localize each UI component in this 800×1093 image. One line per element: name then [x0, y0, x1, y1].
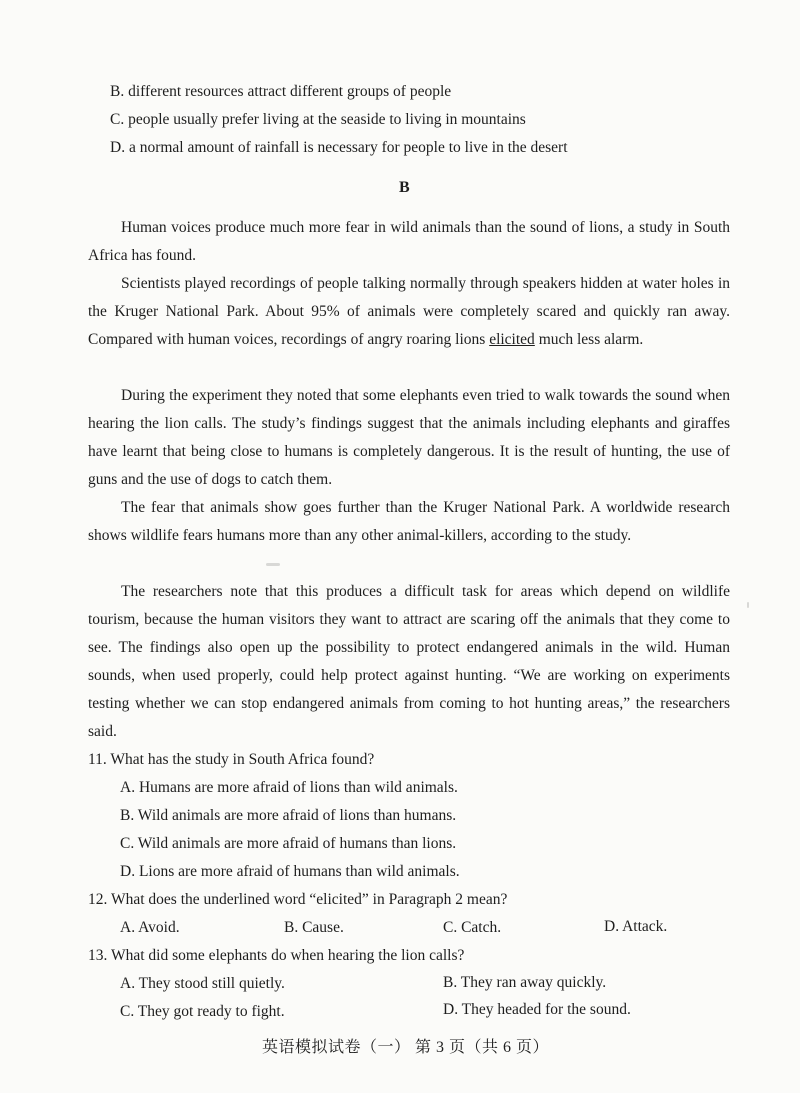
prev-option-d: D. a normal amount of rainfall is necessary for people to live in the desert [110, 139, 568, 156]
question-13-option-d: D. They headed for the sound. [443, 1001, 631, 1018]
paragraph-2-end: much less alarm. [534, 331, 644, 348]
question-12-option-b: B. Cause. [284, 919, 344, 936]
passage-paragraph-5: The researchers note that this produces a difficult task for areas which depend on wildlife tourism, because the human visitors they want to attract are scaring off the animals that they come to see. The findings also open up the possibility to protect endangered animals in the wild. Human sounds, when used properly, could help protect against hunting. “We are working on experiments testing whether we can stop endangered animals from coming to hot hunting areas,” the researchers said. [88, 583, 730, 740]
question-11-option-c: C. Wild animals are more afraid of humans than lions. [120, 835, 457, 852]
question-12-option-a: A. Avoid. [120, 919, 180, 936]
passage-paragraph-1: Human voices produce much more fear in wild animals than the sound of lions, a study in South Africa has found. [88, 219, 730, 264]
question-12-option-c: C. Catch. [443, 919, 502, 936]
question-11-option-b: B. Wild animals are more afraid of lions than humans. [120, 807, 457, 824]
passage-paragraph-4: The fear that animals show goes further than the Kruger National Park. A worldwide research shows wildlife fears humans more than any other animal-killers, according to the study. [88, 499, 730, 544]
question-11-option-a: A. Humans are more afraid of lions than wild animals. [120, 779, 458, 796]
section-heading: B [399, 179, 410, 196]
question-11-stem: 11. What has the study in South Africa found? [88, 751, 375, 768]
scan-speck [747, 602, 749, 608]
question-12-option-d: D. Attack. [604, 918, 668, 935]
question-12-stem: 12. What does the underlined word “elicited” in Paragraph 2 mean? [88, 891, 508, 908]
underlined-word: elicited [489, 331, 535, 348]
passage-paragraph-3: During the experiment they noted that some elephants even tried to walk towards the sound when hearing the lion calls. The study’s findings suggest that the animals including elephants and giraffes have learnt that being close to humans is completely dangerous. It is the result of hunting, the use of guns and the use of dogs to catch them. [88, 387, 730, 488]
prev-option-b: B. different resources attract different groups of people [110, 83, 452, 100]
question-13-option-c: C. They got ready to fight. [120, 1003, 285, 1020]
question-13-option-b: B. They ran away quickly. [443, 974, 607, 991]
page-footer: 英语模拟试卷（一） 第 3 页（共 6 页） [262, 1039, 550, 1056]
prev-option-c: C. people usually prefer living at the seaside to living in mountains [110, 111, 526, 128]
question-11-option-d: D. Lions are more afraid of humans than wild animals. [120, 863, 460, 880]
question-13-stem: 13. What did some elephants do when hearing the lion calls? [88, 947, 465, 964]
paragraph-2-text: Scientists played recordings of people talking normally through speakers hidden at water holes in the Kruger National Park. About 95% of animals were completely scared and quickly ran away. Compared with human voices, recordings of angry roaring lions [88, 275, 730, 348]
scan-speck [266, 563, 280, 566]
passage-paragraph-2 [88, 270, 730, 354]
question-13-option-a: A. They stood still quietly. [120, 975, 285, 992]
